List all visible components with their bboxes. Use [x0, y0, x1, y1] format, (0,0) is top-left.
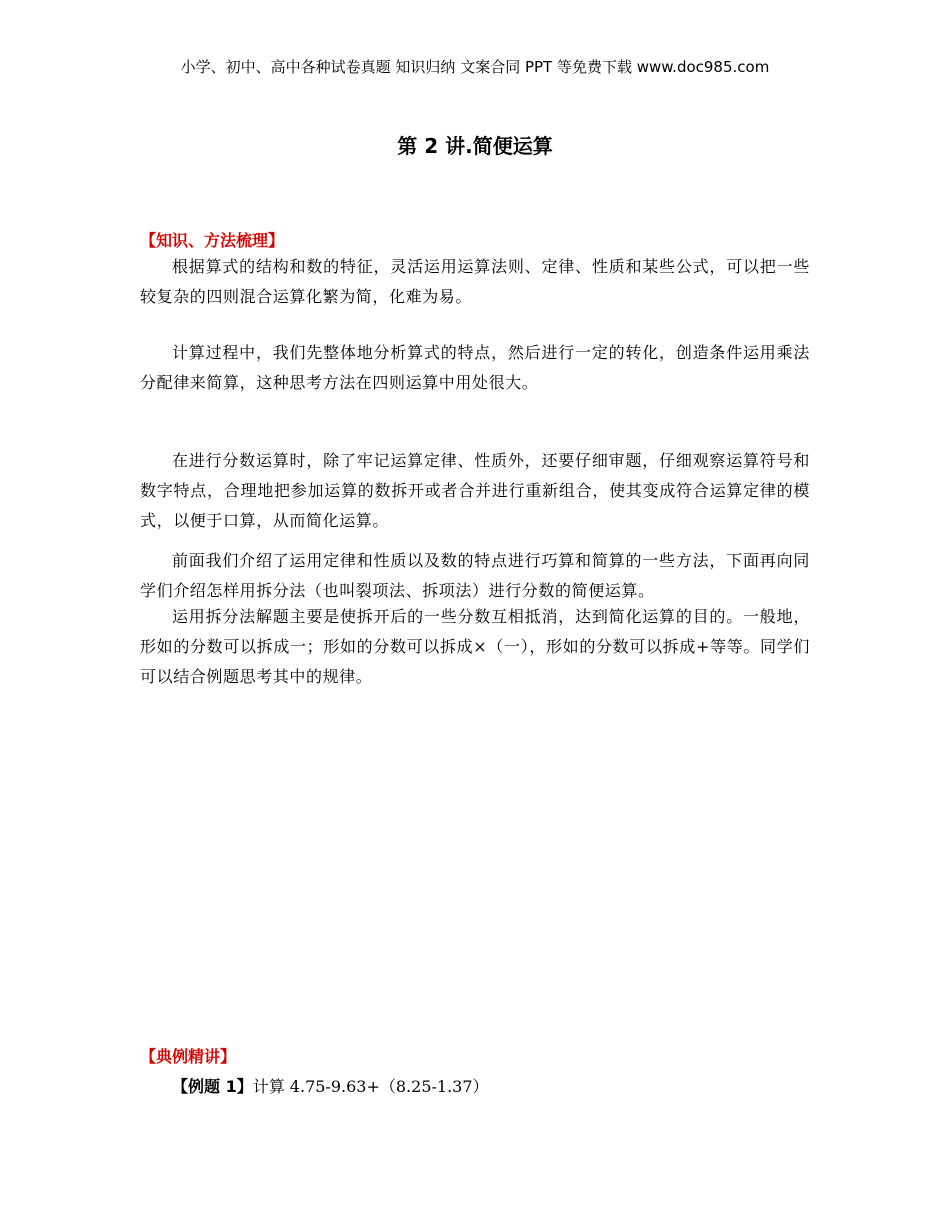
paragraph-3: 在进行分数运算时，除了牢记运算定律、性质外，还要仔细审题，仔细观察运算符号和数字特点，合理地把参加运算的数拆开或者合并进行重新组合，使其变成符合运算定律的模式，以便于口算，从而简化运算。: [140, 451, 810, 530]
paragraph-1: 根据算式的结构和数的特征，灵活运用运算法则、定律、性质和某些公式，可以把一些较复杂的四则混合运算化繁为简，化难为易。: [140, 257, 810, 306]
page-header: 小学、初中、高中各种试卷真题 知识归纳 文案合同 PPT 等免费下载 www.doc985.com: [180, 58, 770, 76]
paragraph-2: 计算过程中，我们先整体地分析算式的特点，然后进行一定的转化，创造条件运用乘法分配律来简算，这种思考方法在四则运算中用处很大。: [140, 343, 810, 392]
paragraph-5: 运用拆分法解题主要是使拆开后的一些分数互相抵消，达到简化运算的目的。一般地，形如的分数可以拆成一；形如的分数可以拆成×（一），形如的分数可以拆成+等等。同学们可以结合例题思考其中的规律。: [140, 607, 810, 686]
section-heading-knowledge: 【知识、方法梳理】: [140, 231, 285, 250]
paragraph-4: 前面我们介绍了运用定律和性质以及数的特点进行巧算和简算的一些方法，下面再向同学们介绍怎样用拆分法（也叫裂项法、拆项法）进行分数的简便运算。: [140, 551, 810, 600]
section-heading-examples: 【典例精讲】: [140, 1047, 237, 1066]
page-title: 第 2 讲.简便运算: [397, 134, 553, 158]
example-1-text: 计算 4.75-9.63+（8.25-1.37）: [252, 1077, 489, 1096]
example-1-label: 【例题 1】: [172, 1077, 253, 1096]
example-1: [140, 1074, 489, 1097]
